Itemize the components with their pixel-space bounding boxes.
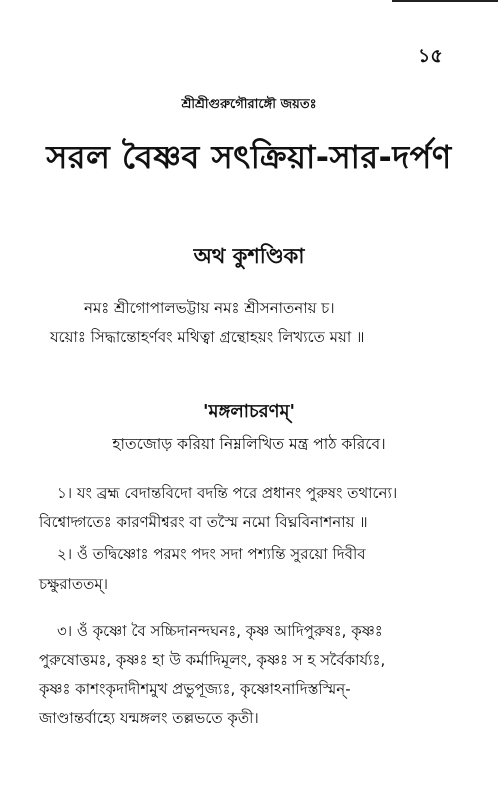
section-heading: অথ কুশণ্ডিকা (193, 244, 305, 268)
mantra-1-line: ১। যং ব্রহ্ম বেদান্তবিদো বদন্তি পরে প্রধানং পুরুষং তথান্যে। (57, 484, 398, 502)
mantra-3-line: জাণ্ডান্তর্বাহ্যে যন্মঙ্গলং তল্লভতে কৃতী। (39, 709, 259, 727)
mantra-3-line: ৩। ওঁ কৃষ্ণো বৈ সচ্চিদানন্দঘনঃ, কৃষ্ণ আদিপুরুষঃ, কৃষ্ণঃ (57, 622, 383, 640)
page-title: সরল বৈষ্ণব সৎক্রিয়া-সার-দর্পণ (46, 138, 452, 176)
mantra-3-line: পুরুষোত্তমঃ, কৃষ্ণঃ হা উ কর্মাদিমূলং, কৃষ্ণঃ স হ সর্বৈকার্য্যঃ, (39, 651, 386, 669)
top-rule (392, 0, 498, 2)
mantra-2-line: ২। ওঁ তদ্বিষ্ণোঃ পরমং পদং সদা পশ্যন্তি সুরয়ো দিবীব (57, 545, 366, 563)
verse-line: যয়োঃ সিদ্ধান্তোহর্ণবং মথিত্বা গ্রন্থোহয়ং লিখ্যতে ময়া ॥ (50, 328, 365, 346)
page-number: ১৫ (418, 45, 443, 67)
mangalacharan-heading: 'মঙ্গলাচরণম্' (202, 401, 296, 422)
invocation-line: শ্রীশ্রীগুরুগৌরাঙ্গৌ জয়তঃ (181, 97, 317, 112)
mantra-1-line: বিশ্বোদ্গতেঃ কারণমীশ্বরং বা তস্মৈ নমো বিঘ্নবিনাশনায় ॥ (39, 513, 368, 531)
mantra-3-line: কৃষ্ণঃ কাশংকৃদাদীশমুখ প্রভুপূজ্যঃ, কৃষ্ণোঽনাদিস্তস্মিন্‌- (39, 680, 351, 698)
mantra-2-line: চক্ষুরাততম্। (39, 575, 109, 593)
verse-line: নমঃ শ্রীগোপালভট্টায় নমঃ শ্রীসনাতনায় চ। (84, 299, 335, 317)
instruction-line: হাতজোড় করিয়া নিম্নলিখিত মন্ত্র পাঠ করিবে। (112, 435, 386, 453)
